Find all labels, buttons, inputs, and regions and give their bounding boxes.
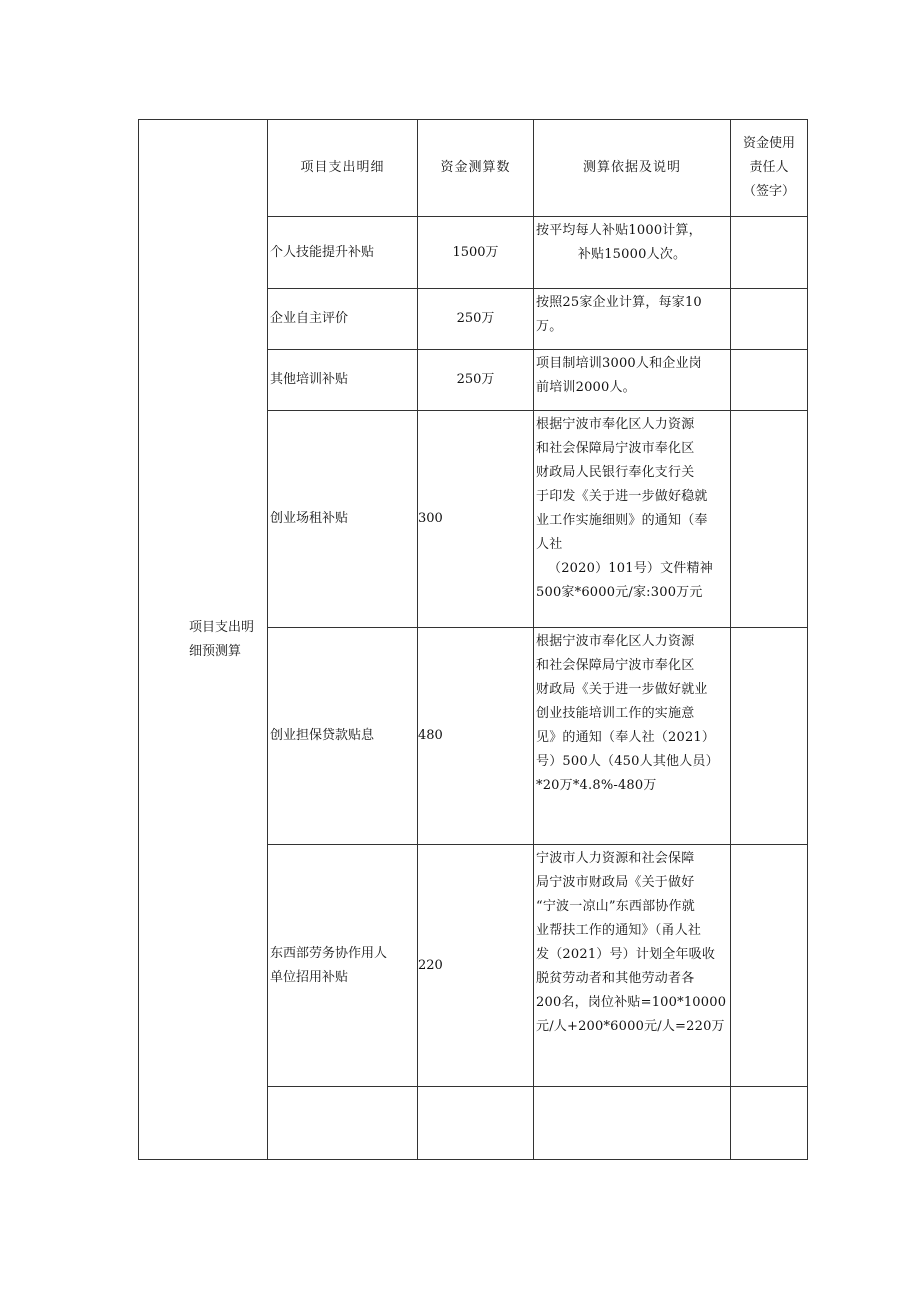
item-line: 单位招用补贴 <box>270 969 349 985</box>
basis-line: 200名，岗位补贴=100*10000 <box>536 995 727 1010</box>
header-row <box>139 120 808 217</box>
signature-cell <box>731 845 808 1087</box>
empty-cell <box>731 1087 808 1160</box>
basis-line: 局宁波市财政局《关于做好 <box>536 875 695 890</box>
signature-cell <box>731 411 808 628</box>
basis-line: 项目制培训3000人和企业岗 <box>536 356 702 371</box>
basis-line: “宁波一凉山”东西部协作就 <box>536 899 695 914</box>
basis-line: 按照25家企业计算，每家10 <box>536 295 702 310</box>
empty-cell <box>268 1087 418 1160</box>
header-responsible-line-2: 责任人 <box>749 160 789 175</box>
basis-line: （2020）101号）文件精神 <box>548 561 713 576</box>
basis-line: 见》的通知（奉人社（2021） <box>536 730 716 745</box>
basis-line: *20万*4.8%-480万 <box>536 778 657 793</box>
category-line-2: 细预测算 <box>189 643 242 659</box>
basis-line: 和社会保障局宁波市奉化区 <box>536 658 695 673</box>
header-basis: 测算依据及说明 <box>534 120 731 217</box>
basis-line: 和社会保障局宁波市奉化区 <box>536 441 695 456</box>
basis-cell <box>534 217 731 289</box>
signature-cell <box>731 628 808 845</box>
basis-line: 元/人+200*6000元/人=220万 <box>536 1019 725 1034</box>
item-line: 个人技能提升补贴 <box>270 244 375 260</box>
category-cell <box>139 120 268 1160</box>
item-cell <box>268 217 418 289</box>
category-line-1: 项目支出明 <box>189 619 255 635</box>
header-responsible <box>731 120 808 217</box>
item-cell <box>268 845 418 1087</box>
item-cell <box>268 411 418 628</box>
header-responsible-line-3: （签字） <box>742 184 795 199</box>
item-line: 企业自主评价 <box>270 311 349 326</box>
basis-line: 根据宁波市奉化区人力资源 <box>536 417 695 432</box>
basis-line: 人社 <box>536 537 563 552</box>
basis-cell <box>534 411 731 628</box>
amount-cell: 300 <box>418 411 534 628</box>
amount-cell: 1500万 <box>418 217 534 289</box>
item-cell <box>268 628 418 845</box>
basis-cell <box>534 350 731 411</box>
basis-line: 前培训2000人。 <box>536 380 636 395</box>
basis-line: 脱贫劳动者和其他劳动者各 <box>536 971 695 986</box>
basis-line: 根据宁波市奉化区人力资源 <box>536 634 695 649</box>
amount-cell: 220 <box>418 845 534 1087</box>
basis-cell <box>534 628 731 845</box>
item-line: 其他培训补贴 <box>270 372 349 387</box>
basis-line: 业工作实施细则》的通知（奉 <box>536 513 708 528</box>
basis-line: 于印发《关于进一步做好稳就 <box>536 489 708 504</box>
amount-cell: 250万 <box>418 350 534 411</box>
basis-line: 创业技能培训工作的实施意 <box>536 706 695 721</box>
item-line: 东西部劳务协作用人 <box>270 945 388 961</box>
basis-cell <box>534 289 731 350</box>
header-responsible-line-1: 资金使用 <box>742 136 795 151</box>
basis-line: 补贴15000人次。 <box>577 247 687 262</box>
item-cell <box>268 289 418 350</box>
item-line: 创业担保贷款贴息 <box>270 728 375 743</box>
basis-line: 业帮扶工作的通知》（甬人社 <box>536 923 702 938</box>
basis-line: 宁波市人力资源和社会保障 <box>536 851 695 866</box>
empty-cell <box>418 1087 534 1160</box>
budget-table <box>138 119 808 1160</box>
signature-cell <box>731 289 808 350</box>
signature-cell <box>731 350 808 411</box>
basis-line: 按平均每人补贴1000计算， <box>536 223 702 238</box>
item-cell <box>268 350 418 411</box>
basis-line: 财政局人民银行奉化支行关 <box>536 465 695 480</box>
header-item: 项目支出明细 <box>268 120 418 217</box>
basis-line: 号）500人（450人其他人员） <box>536 754 719 769</box>
basis-line: 500家*6000元/家:300万元 <box>536 585 703 600</box>
basis-line: 发（2021）号）计划全年吸收 <box>536 947 716 962</box>
empty-cell <box>534 1087 731 1160</box>
item-line: 创业场租补贴 <box>270 511 349 526</box>
basis-cell <box>534 845 731 1087</box>
header-amount: 资金测算数 <box>418 120 534 217</box>
amount-cell: 480 <box>418 628 534 845</box>
basis-line: 财政局《关于进一步做好就业 <box>536 682 708 697</box>
basis-line: 万。 <box>536 319 563 334</box>
amount-cell: 250万 <box>418 289 534 350</box>
signature-cell <box>731 217 808 289</box>
